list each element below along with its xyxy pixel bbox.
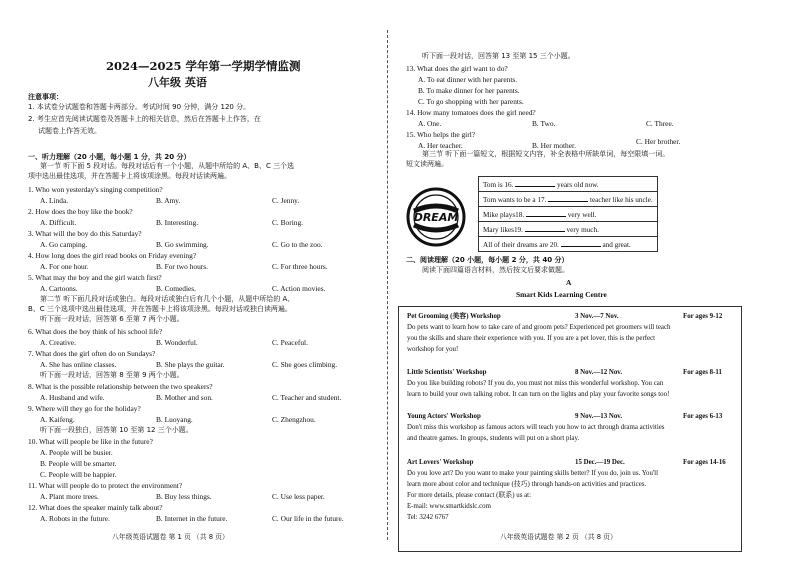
option[interactable]: C. Peaceful. (272, 338, 308, 347)
answer-blank-20[interactable] (561, 239, 601, 247)
option[interactable]: C. She goes climbing. (272, 360, 338, 369)
option[interactable]: C. For three hours. (272, 262, 328, 271)
row-text: years old now. (555, 181, 599, 189)
option[interactable]: B. For two hours. (156, 262, 208, 271)
question-3: 3. What will the boy do this Saturday? (28, 229, 142, 238)
question-8: 8. What is the possible relationship between the two speakers? (28, 382, 213, 391)
row-text: Mary likes19. (483, 226, 525, 234)
workshop-text: Don't miss this workshop as famous actors will teach you how to act through drama activities (407, 424, 665, 431)
option[interactable]: A. To eat dinner with her parents. (418, 75, 518, 84)
option[interactable]: A. Robots in the future. (40, 514, 110, 523)
option[interactable]: B. Buy less things. (156, 492, 212, 501)
workshop-name: Little Scientists' Workshop (407, 369, 487, 376)
question-7: 7. What does the girl often do on Sundays? (28, 349, 156, 358)
option[interactable]: C. Her brother. (636, 137, 681, 146)
option[interactable]: C. Teacher and student. (272, 393, 342, 402)
question-13: 13. What does the girl want to do? (406, 64, 508, 73)
section-heading-listening: 一、听力理解（20 小题，每小题 1 分，共 20 分） (28, 153, 191, 161)
answer-blank-19[interactable] (525, 224, 565, 232)
answer-blank-17[interactable] (548, 194, 588, 202)
instruction-line: 听下面一段独白，回答第 10 至第 12 三个小题。 (40, 426, 193, 434)
contact-tel: Tel: 3242 6767 (407, 514, 449, 521)
option[interactable]: A. People will be busier. (40, 448, 113, 457)
option[interactable]: A. She has online classes. (40, 360, 117, 369)
page-1 (0, 0, 388, 561)
workshop-text: Do pets want to learn how to take care of and groom pets? Experienced pet groomers will teach (407, 324, 671, 331)
section-heading-reading: 二、阅读理解（20 小题，每小题 2 分，共 40 分） (406, 256, 569, 264)
question-6: 6. What does the boy think of his school life? (28, 327, 163, 336)
option[interactable]: C. Use less paper. (272, 492, 325, 501)
option[interactable]: A. Difficult. (40, 218, 77, 227)
option[interactable]: C. Three. (646, 119, 674, 128)
workshop-name: Young Actors' Workshop (407, 413, 481, 420)
workshop-ad-box (398, 306, 742, 552)
logo-text: DREAM (413, 211, 459, 224)
option[interactable]: B. She plays the guitar. (156, 360, 225, 369)
workshop-ages: For ages 9-12 (683, 313, 723, 320)
workshop-text: For more details, please contact (联系) us at: (407, 492, 531, 499)
table-row (479, 192, 658, 207)
question-9: 9. Where will they go for the holiday? (28, 404, 141, 413)
workshop-dates: 8 Nov.—12 Nov. (575, 369, 623, 376)
option[interactable]: C. Go to the zoo. (272, 240, 323, 249)
instruction-line: 短文读两遍。 (406, 160, 448, 168)
row-text: very well. (565, 211, 597, 219)
instruction-line: B、C 三个选项中选出最佳选项，并在答题卡上将该项涂黑。每段对话或独白读两遍。 (28, 305, 292, 313)
workshop-ages: For ages 6-13 (683, 413, 723, 420)
page-footer: 八年级英语试题卷 第 2 页 （共 8 页） (500, 533, 617, 541)
table-row (479, 207, 658, 222)
dream-logo (406, 187, 466, 247)
row-text: Mike plays18. (483, 211, 526, 219)
row-text: Tom is 16. (483, 181, 516, 189)
instruction-line: 听下面一段对话，回答第 6 至第 7 两个小题。 (40, 315, 184, 323)
table-row (479, 177, 658, 192)
workshop-name: Art Lovers' Workshop (407, 459, 474, 466)
option[interactable]: B. Two. (532, 119, 556, 128)
workshop-text: you the skills and share their experience with you. If you are a pet lover, this is the perfect (407, 335, 656, 342)
option[interactable]: A. Kaifeng. (40, 415, 75, 424)
option[interactable]: A. One. (418, 119, 442, 128)
workshop-name: Pet Grooming (美容) Workshop (407, 313, 501, 320)
option[interactable]: C. Our life in the future. (272, 514, 344, 523)
workshop-dates: 15 Dec.—19 Dec. (575, 459, 625, 466)
question-1: 1. Who won yesterday's singing competition? (28, 185, 163, 194)
option[interactable]: C. Boring. (272, 218, 304, 227)
table-row (479, 222, 658, 237)
option[interactable]: A. Linda. (40, 196, 69, 205)
option[interactable]: B. Interesting. (156, 218, 199, 227)
option[interactable]: C. To go shopping with her parents. (418, 97, 524, 106)
question-2: 2. How does the boy like the book? (28, 207, 133, 216)
note-line: 1. 本试卷分试题卷和答题卡两部分。考试时间 90 分钟，满分 120 分。 (28, 103, 251, 111)
question-15: 15. Who helps the girl? (406, 130, 476, 139)
option[interactable]: B. Go swimming. (156, 240, 209, 249)
passage-title: Smart Kids Learning Centre (516, 290, 607, 299)
option[interactable]: B. Comedies. (156, 284, 197, 293)
option[interactable]: A. For one hour. (40, 262, 89, 271)
workshop-ages: For ages 8-11 (683, 369, 722, 376)
option[interactable]: B. To make dinner for her parents. (418, 86, 520, 95)
workshop-text: learn to build your own talking robot. It can turn on the lights and play your favorite songs too! (407, 391, 670, 398)
workshop-text: Do you love art? Do you want to make your painting skills better? If you do, join us. You'll (407, 470, 658, 477)
option[interactable]: B. Amy. (156, 196, 181, 205)
option[interactable]: B. Mother and son. (156, 393, 213, 402)
row-text: and great. (600, 241, 631, 249)
instruction-line: 听下面一段对话，回答第 13 至第 15 三个小题。 (422, 52, 575, 60)
dreams-table (478, 176, 658, 252)
page-divider (387, 30, 388, 540)
instruction-line: 项中选出最佳选项，并在答题卡上将该项涂黑。每段对话读两遍。 (28, 172, 231, 180)
option[interactable]: A. Go camping. (40, 240, 88, 249)
notes-heading: 注意事项： (28, 93, 63, 101)
row-text: All of their dreams are 20. (483, 241, 561, 249)
workshop-text: learn more about color and technique (技巧) through hands-on activities and practices. (407, 481, 647, 488)
exam-title: 2024—2025 学年第一学期学情监测 (106, 59, 301, 73)
question-4: 4. How long does the girl read books on Friday evening? (28, 251, 197, 260)
instruction-line: 第二节 听下面几段对话或独白。每段对话或独白后有几个小题，从题中所给的 A、 (40, 295, 295, 303)
option[interactable]: C. Jenny. (272, 196, 300, 205)
passage-letter: A (566, 278, 572, 287)
option[interactable]: B. Internet in the future. (156, 514, 228, 523)
option[interactable]: A. Cartoons. (40, 284, 78, 293)
option[interactable]: A. Creative. (40, 338, 76, 347)
page-footer: 八年级英语试题卷 第 1 页 （共 8 页） (112, 533, 229, 541)
row-text: Tom wants to be a 17. (483, 196, 549, 204)
workshop-dates: 9 Nov.—13 Nov. (575, 413, 623, 420)
instruction-line: 听下面一段对话，回答第 8 至第 9 两个小题。 (40, 371, 184, 379)
workshop-text: Do you like building robots? If you do, you must not miss this wonderful workshop. You can (407, 380, 664, 387)
question-5: 5. What may the boy and the girl watch first? (28, 273, 162, 282)
row-text: teacher like his uncle. (588, 196, 653, 204)
workshop-dates: 3 Nov.—7 Nov. (575, 313, 619, 320)
exam-subtitle: 八年级 英语 (148, 76, 207, 89)
answer-blank-18[interactable] (526, 209, 566, 217)
answer-blank-16[interactable] (515, 179, 555, 187)
option[interactable]: C. People will be happier. (40, 470, 117, 479)
option[interactable]: B. People will be smarter. (40, 459, 117, 468)
question-14: 14. How many tomatoes does the girl need? (406, 108, 536, 117)
table-row (479, 237, 658, 252)
instruction-line: 第一节 听下面 5 段对话。每段对话后有一个小题，从题中所给的 A、B、C 三个选 (40, 162, 295, 170)
workshop-text: and theatre games. In groups, students will put on a short play. (407, 435, 580, 442)
option[interactable]: B. Her mother. (532, 141, 576, 150)
contact-email[interactable]: E-mail: www.smartkidslc.com (407, 503, 491, 510)
option[interactable]: C. Action movies. (272, 284, 326, 293)
instruction-line: 阅读下面四篇语言材料，然后按文后要求做题。 (422, 266, 569, 274)
note-line: 2. 考生应首先阅读试题卷及答题卡上的相关信息，然后在答题卡上作答，在 (28, 115, 261, 123)
option[interactable]: B. Luoyang. (156, 415, 193, 424)
row-text: very much. (564, 226, 599, 234)
option[interactable]: C. Zhengzhou. (272, 415, 316, 424)
instruction-line: 第三节 听下面一篇短文，根据短文内容，补全表格中所缺单词，每空限填一词。 (422, 150, 670, 158)
option[interactable]: B. Wonderful. (156, 338, 198, 347)
option[interactable]: A. Husband and wife. (40, 393, 105, 402)
option[interactable]: A. Her teacher. (418, 141, 463, 150)
option[interactable]: A. Plant more trees. (40, 492, 99, 501)
workshop-ages: For ages 14-16 (683, 459, 726, 466)
question-11: 11. What will people do to protect the environment? (28, 481, 183, 490)
question-12: 12. What does the speaker mainly talk about? (28, 503, 163, 512)
workshop-text: workshop for you! (407, 346, 459, 353)
question-10: 10. What will people be like in the future? (28, 437, 153, 446)
note-line: 试题卷上作答无效。 (38, 127, 101, 135)
